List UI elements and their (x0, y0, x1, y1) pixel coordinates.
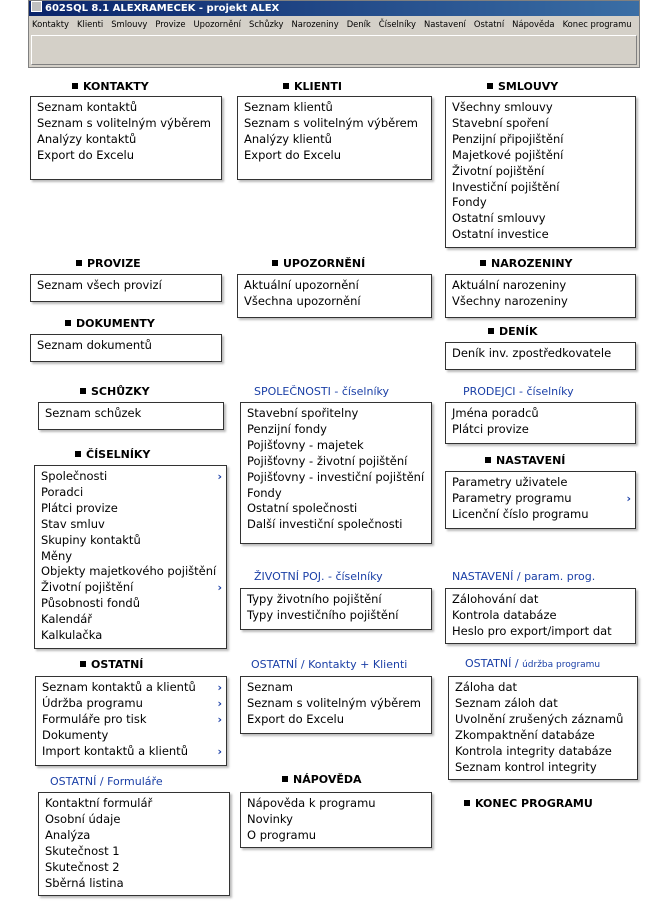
menu-item-submenu[interactable]: Společnosti › (41, 469, 222, 483)
menu-item[interactable]: Ostatní společnosti (247, 501, 358, 516)
menu-item[interactable]: Objekty majetkového pojištění (41, 564, 217, 579)
menu-item[interactable]: Měny (41, 548, 73, 563)
heading-narozeniny: NAROZENINY (480, 257, 573, 270)
bullet-icon (282, 776, 288, 782)
bullet-icon (488, 328, 494, 334)
menu-item[interactable]: Sběrná listina (45, 875, 124, 890)
menu-item[interactable]: Zkompaktnění databáze (455, 727, 595, 742)
heading-nastaveni: NASTAVENÍ (485, 454, 565, 467)
menu-item-submenu[interactable]: Formuláře pro tisk › (42, 711, 222, 726)
menu-item[interactable]: Kontrola integrity databáze (455, 743, 612, 758)
bullet-icon (480, 260, 486, 266)
menu-item[interactable]: Seznam (247, 680, 293, 694)
menu-item[interactable]: Stavební spořitelny (247, 406, 359, 420)
heading-prodejci: PRODEJCI - číselníky (463, 385, 574, 398)
menu-item[interactable]: Působnosti fondů (41, 596, 140, 611)
bullet-icon (283, 83, 289, 89)
menu-box-upozorneni (237, 274, 432, 318)
menu-konec[interactable]: Konec programu (562, 19, 632, 29)
heading-klienti: KLIENTI (283, 80, 342, 93)
menu-item[interactable]: Plátci provize (452, 421, 529, 436)
menu-item[interactable]: Plátci provize (41, 500, 118, 515)
menu-item[interactable]: Seznam kontaktů (37, 100, 138, 114)
menu-box-ostatni-kk (240, 676, 432, 734)
menu-item[interactable]: Seznam s volitelným výběrem (37, 115, 211, 130)
menu-box-napoveda (240, 792, 432, 848)
menu-item[interactable]: Analýzy kontaktů (37, 131, 137, 146)
menu-item[interactable]: Skutečnost 2 (45, 859, 120, 874)
menu-item[interactable]: Uvolnění zrušených záznamů (455, 711, 624, 726)
heading-dokumenty: DOKUMENTY (65, 317, 155, 330)
menu-item[interactable]: Poradci (41, 484, 84, 499)
menu-item[interactable]: Všechny narozeniny (452, 293, 568, 308)
app-icon (31, 1, 42, 12)
menu-item[interactable]: Aktuální upozornění (244, 278, 359, 292)
menu-box-ciselniky (34, 465, 227, 649)
menu-item[interactable]: Ostatní smlouvy (452, 211, 546, 226)
bullet-icon (80, 388, 86, 394)
menu-item[interactable]: Zálohování dat (452, 592, 539, 606)
menu-box-provize (30, 274, 222, 302)
chevron-right-icon: › (217, 696, 222, 710)
menu-denik[interactable]: Deník (346, 19, 371, 29)
bullet-icon (76, 260, 82, 266)
menu-item-submenu[interactable]: Import kontaktů a klientů › (42, 743, 222, 758)
menu-item[interactable]: Majetkové pojištění (452, 147, 564, 162)
menu-item[interactable]: Kontaktní formulář (45, 796, 153, 810)
menu-item[interactable]: Další investiční společnosti (247, 517, 403, 532)
menu-item[interactable]: Pojišťovny - majetek (247, 437, 364, 452)
menu-item[interactable]: Dokumenty (42, 727, 109, 742)
chevron-right-icon: › (217, 712, 222, 726)
chevron-right-icon: › (217, 581, 222, 595)
menu-item[interactable]: Seznam dokumentů (37, 338, 152, 352)
menu-upozorneni[interactable]: Upozornění (193, 19, 241, 29)
menu-item[interactable]: Kalendář (41, 612, 93, 627)
bullet-icon (272, 260, 278, 266)
menu-box-schuzky (38, 402, 224, 430)
heading-kontakty: KONTAKTY (72, 80, 149, 93)
window-title: 602SQL 8.1 ALEXRAMECEK - projekt ALEX (45, 3, 280, 14)
menu-item[interactable]: Novinky (247, 811, 293, 826)
menu-item-submenu[interactable]: Parametry programu › (452, 490, 631, 505)
menu-item[interactable]: Investiční pojištění (452, 179, 560, 194)
menu-item[interactable]: Export do Excelu (244, 147, 342, 162)
menu-item[interactable]: Skupiny kontaktů (41, 532, 141, 547)
heading-denik: DENÍK (488, 325, 537, 338)
menu-item[interactable]: Seznam s volitelným výběrem (247, 695, 421, 710)
menu-item[interactable]: Nápověda k programu (247, 796, 376, 810)
menu-ostatni[interactable]: Ostatní (473, 19, 505, 29)
menu-box-nastaveni-param (445, 588, 636, 644)
menu-box-narozeniny (445, 274, 636, 318)
bullet-icon (80, 661, 86, 667)
menu-nastaveni[interactable]: Nastavení (423, 19, 466, 29)
menu-box-klienti (237, 96, 432, 180)
menu-item[interactable]: Seznam klientů (244, 100, 333, 114)
chevron-right-icon: › (217, 744, 222, 758)
menu-box-smlouvy (445, 96, 636, 248)
heading-ciselniky: ČÍSELNÍKY (75, 448, 150, 461)
heading-provize: PROVIZE (76, 257, 141, 270)
menu-smlouvy[interactable]: Smlouvy (111, 19, 148, 29)
menu-klienti[interactable]: Klienti (77, 19, 104, 29)
menu-item[interactable]: Skutečnost 1 (45, 843, 120, 858)
menu-box-ostatni-udrzba (448, 676, 638, 780)
menu-item[interactable]: Fondy (452, 195, 487, 210)
menu-item[interactable]: Seznam s volitelným výběrem (244, 115, 418, 130)
menu-ciselniky[interactable]: Číselníky (378, 19, 416, 29)
heading-schuzky: SCHŮZKY (80, 385, 150, 398)
menu-kontakty[interactable]: Kontakty (32, 19, 70, 29)
chevron-right-icon: › (217, 681, 222, 694)
app-window (28, 0, 640, 68)
bullet-icon (72, 83, 78, 89)
chevron-right-icon: › (217, 470, 222, 483)
menu-item[interactable]: Kontrola databáze (452, 607, 557, 622)
menu-item-submenu[interactable]: Životní pojištění › (41, 580, 222, 595)
title-bar[interactable] (29, 1, 639, 16)
menu-item[interactable]: Stav smluv (41, 516, 105, 531)
bullet-icon (65, 320, 71, 326)
menu-item[interactable]: Export do Excelu (247, 711, 345, 726)
heading-ostatni-udrzba: OSTATNÍ / údržba programu (465, 657, 601, 670)
chevron-right-icon: › (626, 491, 631, 505)
menu-item[interactable]: Stavební spoření (452, 115, 549, 130)
menu-item[interactable]: Ostatní investice (452, 227, 549, 242)
heading-ostatni-form: OSTATNÍ / Formuláře (50, 775, 163, 788)
menu-box-kontakty (30, 96, 222, 180)
menu-box-ostatni-form (38, 792, 230, 896)
heading-smlouvy: SMLOUVY (487, 80, 558, 93)
menu-item[interactable]: Typy životního pojištění (247, 592, 382, 606)
menu-item[interactable]: Pojišťovny - investiční pojištění (247, 469, 425, 484)
bullet-icon (485, 457, 491, 463)
menu-narozeniny[interactable]: Narozeniny (291, 19, 339, 29)
menu-box-denik (445, 342, 636, 370)
konec-programu-button[interactable]: KONEC PROGRAMU (464, 797, 593, 810)
bullet-icon (464, 800, 470, 806)
heading-nastaveni-param: NASTAVENÍ / param. prog. (452, 570, 596, 583)
menu-item-submenu[interactable]: Údržba programu › (42, 695, 222, 710)
heading-zivotni: ŽIVOTNÍ POJ. - číselníky (254, 570, 383, 583)
menu-item[interactable]: O programu (247, 827, 317, 842)
menu-item[interactable]: Životní pojištění (452, 163, 545, 178)
menu-napoveda[interactable]: Nápověda (512, 19, 555, 29)
menu-item[interactable]: Kalkulačka (41, 628, 103, 643)
bullet-icon (75, 451, 81, 457)
menu-item[interactable]: Export do Excelu (37, 147, 135, 162)
menu-item[interactable]: Seznam schůzek (45, 406, 142, 420)
bullet-icon (487, 83, 493, 89)
menu-item[interactable]: Seznam kontrol integrity (455, 759, 597, 774)
menu-item[interactable]: Aktuální narozeniny (452, 278, 567, 292)
heading-ostatni-kk: OSTATNÍ / Kontakty + Klienti (251, 658, 408, 671)
menu-item[interactable]: Penzijní připojištění (452, 131, 564, 146)
menu-item[interactable]: Parametry uživatele (452, 475, 568, 489)
menu-box-prodejci (445, 402, 636, 444)
menu-box-ostatni (35, 676, 227, 766)
menu-provize[interactable]: Provize (155, 19, 186, 29)
menu-item[interactable]: Heslo pro export/import dat (452, 623, 612, 638)
menu-item[interactable]: Analýzy klientů (244, 131, 332, 146)
menu-item[interactable]: Osobní údaje (45, 811, 121, 826)
menu-item[interactable]: Fondy (247, 485, 282, 500)
menu-item[interactable]: Jména poradců (452, 406, 539, 420)
menu-item[interactable]: Penzijní fondy (247, 421, 327, 436)
menu-item[interactable]: Typy investičního pojištění (247, 607, 399, 622)
heading-upozorneni: UPOZORNĚNÍ (272, 257, 365, 270)
menu-item[interactable]: Záloha dat (455, 680, 518, 694)
heading-ostatni: OSTATNÍ (80, 658, 143, 671)
menu-item[interactable]: Všechna upozornění (244, 293, 361, 308)
menu-item[interactable]: Deník inv. zpostředkovatele (452, 346, 612, 360)
menu-item[interactable]: Analýza (45, 827, 91, 842)
menu-item[interactable]: Pojišťovny - životní pojištění (247, 453, 408, 468)
menu-schuzky[interactable]: Schůzky (249, 19, 284, 29)
toolbar-area (31, 35, 637, 65)
menu-item[interactable]: Licenční číslo programu (452, 506, 589, 521)
menu-item[interactable]: Seznam záloh dat (455, 695, 558, 710)
menu-box-nastaveni (445, 471, 636, 529)
menu-bar (29, 16, 639, 32)
menu-box-spolecnosti (240, 402, 432, 544)
menu-item[interactable]: Všechny smlouvy (452, 100, 553, 114)
menu-box-dokumenty (30, 334, 222, 362)
heading-spolecnosti: SPOLEČNOSTI - číselníky (254, 385, 390, 398)
heading-napoveda: NÁPOVĚDA (282, 773, 362, 786)
menu-item[interactable]: Seznam všech provizí (37, 278, 162, 292)
menu-box-zivotni (240, 588, 432, 630)
menu-item-submenu[interactable]: Seznam kontaktů a klientů › (42, 680, 222, 694)
